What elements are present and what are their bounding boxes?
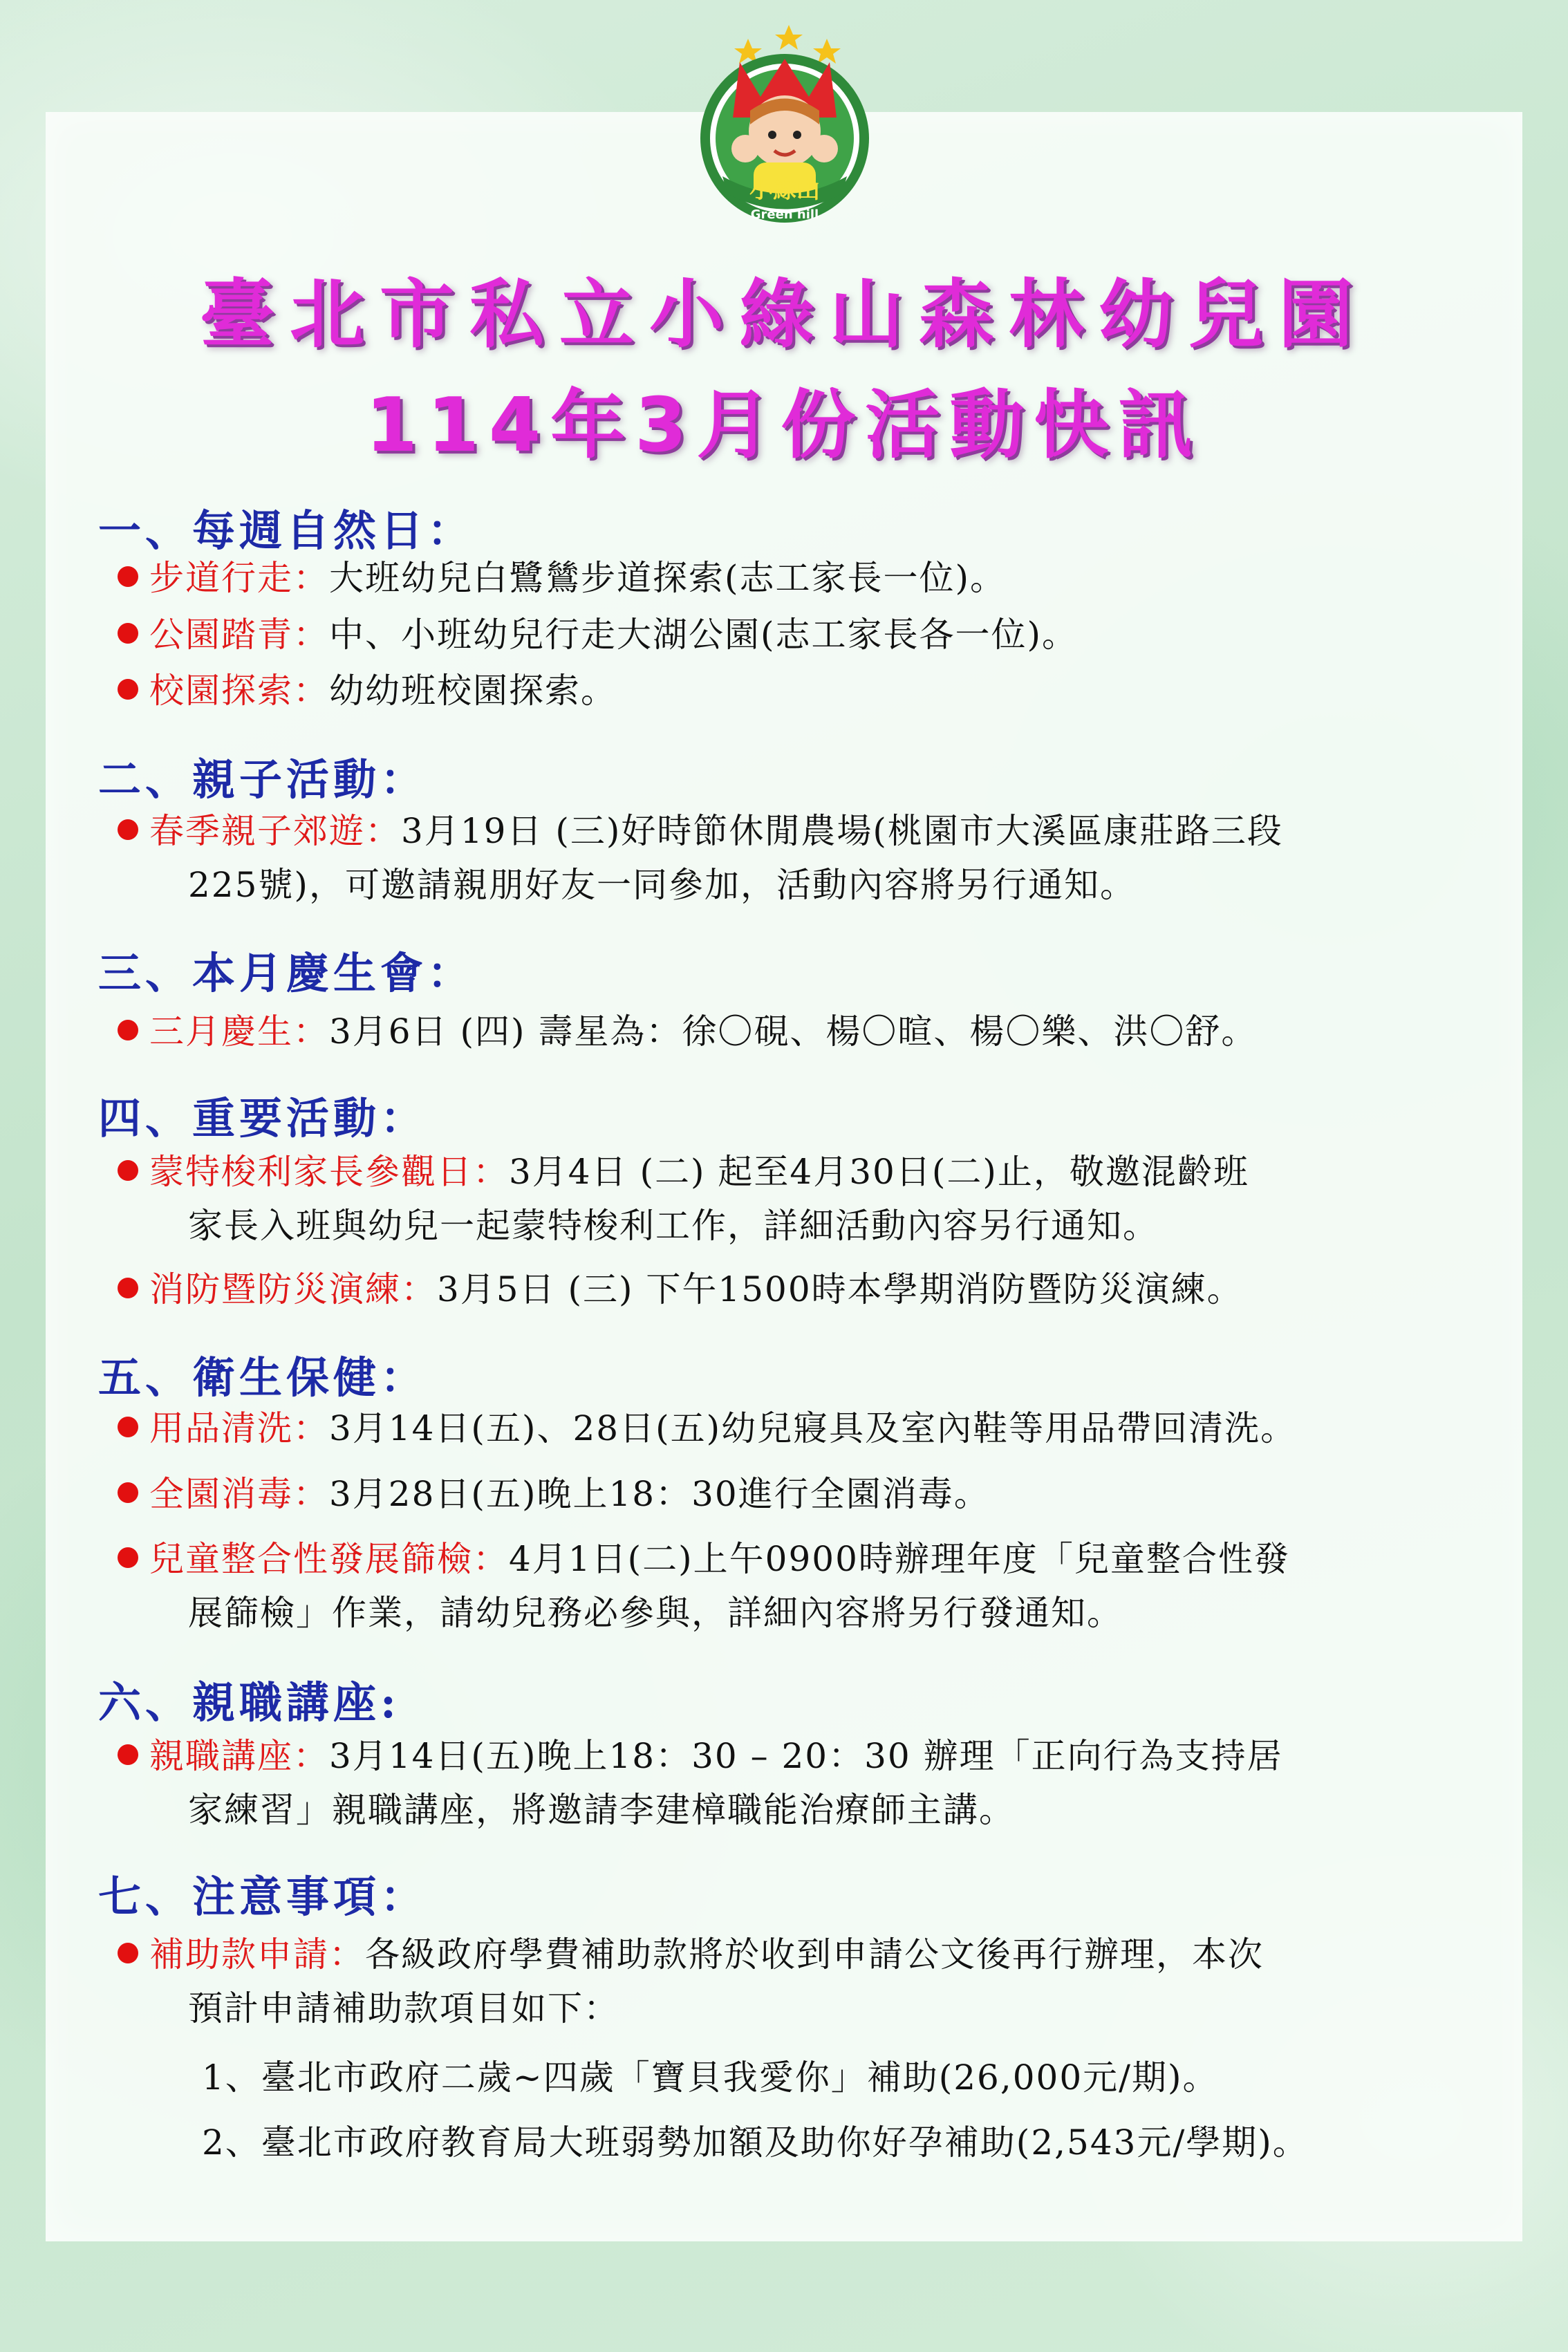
bullet-icon [118, 623, 138, 644]
item-text-continued: 家長入班與幼兒一起蒙特梭利工作，詳細活動內容另行通知。 [188, 1206, 1159, 1246]
page-title-line-2: 114年3月份活動快訊 [365, 382, 1203, 469]
item-label: 用品清洗： [149, 1408, 329, 1448]
bullet-icon [118, 819, 138, 840]
section-heading: 五、衛生保健： [98, 1352, 428, 1403]
item-label: 兒童整合性發展篩檢： [149, 1539, 509, 1579]
section-heading: 二、親子活動： [98, 754, 428, 805]
list-item [149, 1930, 1264, 1979]
list-item [149, 1470, 990, 1518]
item-text: 3月6日 (四) 壽星為：徐〇硯、楊〇暄、楊〇樂、洪〇舒。 [329, 1011, 1258, 1052]
list-item [149, 1732, 1283, 1780]
bullet-icon [118, 679, 138, 700]
item-label: 校園探索： [149, 671, 329, 711]
item-text: 3月28日(五)晚上18：30進行全園消毒。 [329, 1474, 990, 1514]
item-label: 全園消毒： [149, 1474, 329, 1514]
item-text: 4月1日(二)上午0900時辦理年度「兒童整合性發 [509, 1539, 1290, 1579]
list-item [149, 666, 617, 715]
item-text-continued: 225號)，可邀請親朋好友一同參加，活動內容將另行通知。 [188, 865, 1136, 905]
item-label: 三月慶生： [149, 1011, 329, 1052]
item-text-continued: 展篩檢」作業，請幼兒務必參與，詳細內容將另行發通知。 [188, 1593, 1123, 1633]
item-label: 公園踏青： [149, 615, 329, 655]
bullet-icon [118, 1160, 138, 1181]
list-item [149, 554, 1006, 602]
item-label: 蒙特梭利家長參觀日： [149, 1152, 509, 1192]
list-item [149, 1535, 1290, 1583]
item-text: 3月14日(五)、28日(五)幼兒寢具及室內鞋等用品帶回清洗。 [329, 1408, 1297, 1448]
item-text: 3月5日 (三) 下午1500時本學期消防暨防災演練。 [437, 1269, 1243, 1309]
bullet-icon [118, 1547, 138, 1568]
section-heading: 七、注意事項： [98, 1872, 428, 1922]
section-heading: 六、親職講座: [98, 1677, 400, 1728]
item-text: 3月14日(五)晚上18：30 – 20：30 辦理「正向行為支持居 [329, 1736, 1283, 1776]
item-text: 大班幼兒白鷺鷥步道探索(志工家長一位)。 [329, 558, 1007, 598]
section-heading: 一、每週自然日： [98, 505, 475, 556]
bullet-icon [118, 1744, 138, 1765]
list-item [149, 807, 1283, 855]
item-text-continued: 家練習」親職講座，將邀請李建樟職能治療師主講。 [188, 1790, 1015, 1830]
bullet-icon [118, 1482, 138, 1503]
list-item [149, 1265, 1243, 1314]
section-heading: 三、本月慶生會： [98, 948, 475, 998]
bullet-icon [118, 1417, 138, 1437]
item-text: 各級政府學費補助款將於收到申請公文後再行辦理，本次 [365, 1934, 1264, 1975]
item-text: 3月4日 (二) 起至4月30日(二)止，敬邀混齡班 [509, 1152, 1249, 1192]
list-item [149, 1404, 1296, 1453]
list-item [149, 1148, 1249, 1196]
bullet-icon [118, 1020, 138, 1040]
item-text: 幼幼班校園探索。 [329, 671, 617, 711]
item-text: 中、小班幼兒行走大湖公園(志工家長各一位)。 [329, 615, 1079, 655]
item-text-continued: 預計申請補助款項目如下： [188, 1988, 619, 2028]
item-label: 春季親子郊遊： [149, 811, 401, 851]
page-title-line-1: 臺北市私立小綠山森林幼兒園 [199, 272, 1368, 358]
logo-text-cn: 小綠山 [749, 176, 820, 204]
bullet-icon [118, 566, 138, 587]
item-text: 3月19日 (三)好時節休閒農場(桃園市大溪區康莊路三段 [401, 811, 1283, 851]
bullet-icon [118, 1943, 138, 1963]
item-label: 補助款申請： [149, 1934, 365, 1975]
subsidy-item: 1、臺北市政府二歲~四歲「寶貝我愛你」補助(26,000元/期)。 [202, 2057, 1219, 2098]
item-label: 步道行走： [149, 558, 329, 598]
list-item [149, 1007, 1257, 1056]
item-label: 消防暨防災演練： [149, 1269, 437, 1309]
logo-text-en: Green hill [750, 207, 819, 222]
subsidy-item: 2、臺北市政府教育局大班弱勢加額及助你好孕補助(2,543元/學期)。 [202, 2122, 1309, 2163]
section-heading: 四、重要活動： [98, 1093, 428, 1144]
bullet-icon [118, 1278, 138, 1298]
list-item [149, 610, 1078, 659]
item-label: 親職講座： [149, 1736, 329, 1776]
